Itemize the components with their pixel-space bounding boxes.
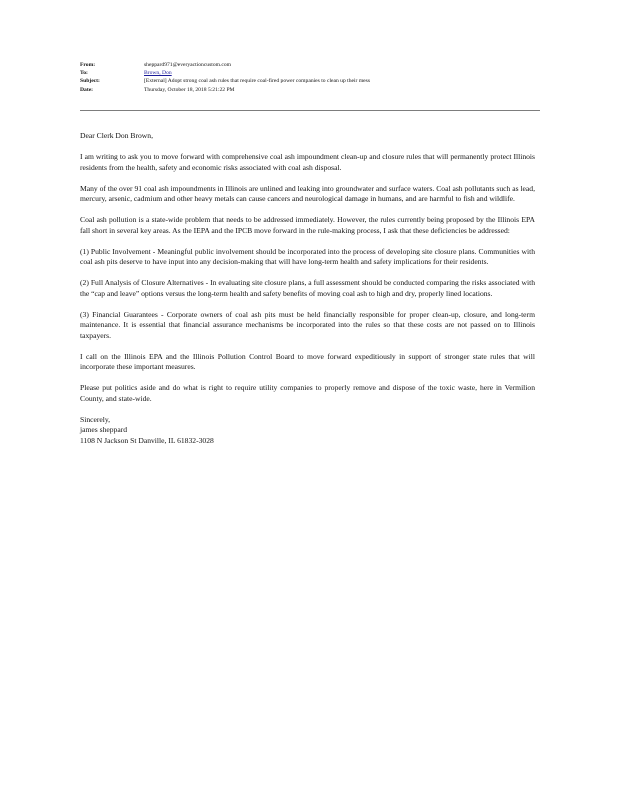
header-divider <box>80 110 540 111</box>
letter-body <box>80 131 535 446</box>
date-row <box>80 86 540 94</box>
closing: Sincerely, <box>80 414 111 424</box>
date-label: Date: <box>80 86 94 93</box>
from-row <box>80 61 540 69</box>
paragraph-public-involvement: (1) Public Involvement - Meaningful public involvement should be incorporated into the process of developing site closure plans. Communities with coal ash pits deserve to have input into any decision-making that will have long-term health and safety implications for their residents. <box>80 246 535 266</box>
paragraph-politics: Please put politics aside and do what is right to require utility companies to properly remove and dispose of the toxic waste, here in Vermilion County, and state-wide. <box>80 383 535 403</box>
subject-label: Subject: <box>80 78 100 85</box>
from-label: From: <box>80 62 96 68</box>
to-row <box>80 69 540 77</box>
signature-block <box>80 415 535 447</box>
from-value: sheppard971@everyactioncustom.com <box>144 62 232 68</box>
paragraph-impoundments: Many of the over 91 coal ash impoundments in Illinois are unlined and leaking into groundwater and surface waters. Coal ash pollutants such as lead, mercury, arsenic, cadmium and other heavy metals can cause cancers and neurological damage in humans, and are harmful to fish and wildlife. <box>80 183 535 203</box>
paragraph-closure-alternatives: (2) Full Analysis of Closure Alternatives - In evaluating site closure plans, a full assessment should be conducted comparing the risks associated with the “cap and leave” options versus the long-term health and safety benefits of moving coal ash to high and dry, properly lined locations. <box>80 278 535 298</box>
signature-address: 1108 N Jackson St Danville, IL 61832-3028 <box>80 435 214 445</box>
subject-row <box>80 77 540 85</box>
paragraph-request: I am writing to ask you to move forward with comprehensive coal ash impoundment clean-up and closure rules that will permanently protect Illinois residents from the health, safety and economic risks associated with coal ash disposal. <box>80 152 535 172</box>
salutation: Dear Clerk Don Brown, <box>80 131 153 140</box>
to-label: To: <box>80 70 88 77</box>
signature-name: james sheppard <box>80 425 128 434</box>
date-value: Thursday, October 18, 2018 5:21:22 PM <box>144 86 235 93</box>
paragraph-statewide-problem: Coal ash pollution is a state-wide problem that needs to be addressed immediately. However, the rules currently being proposed by the Illinois EPA fall short in several key areas. As the IEPA and the IPCB move forward in the rule-making process, I ask that these deficiencies be addressed: <box>80 215 535 235</box>
subject-value: [External] Adopt strong coal ash rules that require coal-fired power companies to clean up their mess <box>144 78 371 85</box>
email-header <box>80 61 540 94</box>
to-value-link[interactable]: Brown, Don <box>144 70 172 77</box>
paragraph-call-to-action: I call on the Illinois EPA and the Illinois Pollution Control Board to move forward expeditiously in support of stronger state rules that will incorporate these important measures. <box>80 351 535 371</box>
paragraph-financial-guarantees: (3) Financial Guarantees - Corporate owners of coal ash pits must be held financially responsible for proper clean-up, closure, and long-term maintenance. It is essential that financial assurance mechanisms be incorporated into the rules so that these costs are not passed on to Illinois taxpayers. <box>80 309 535 340</box>
